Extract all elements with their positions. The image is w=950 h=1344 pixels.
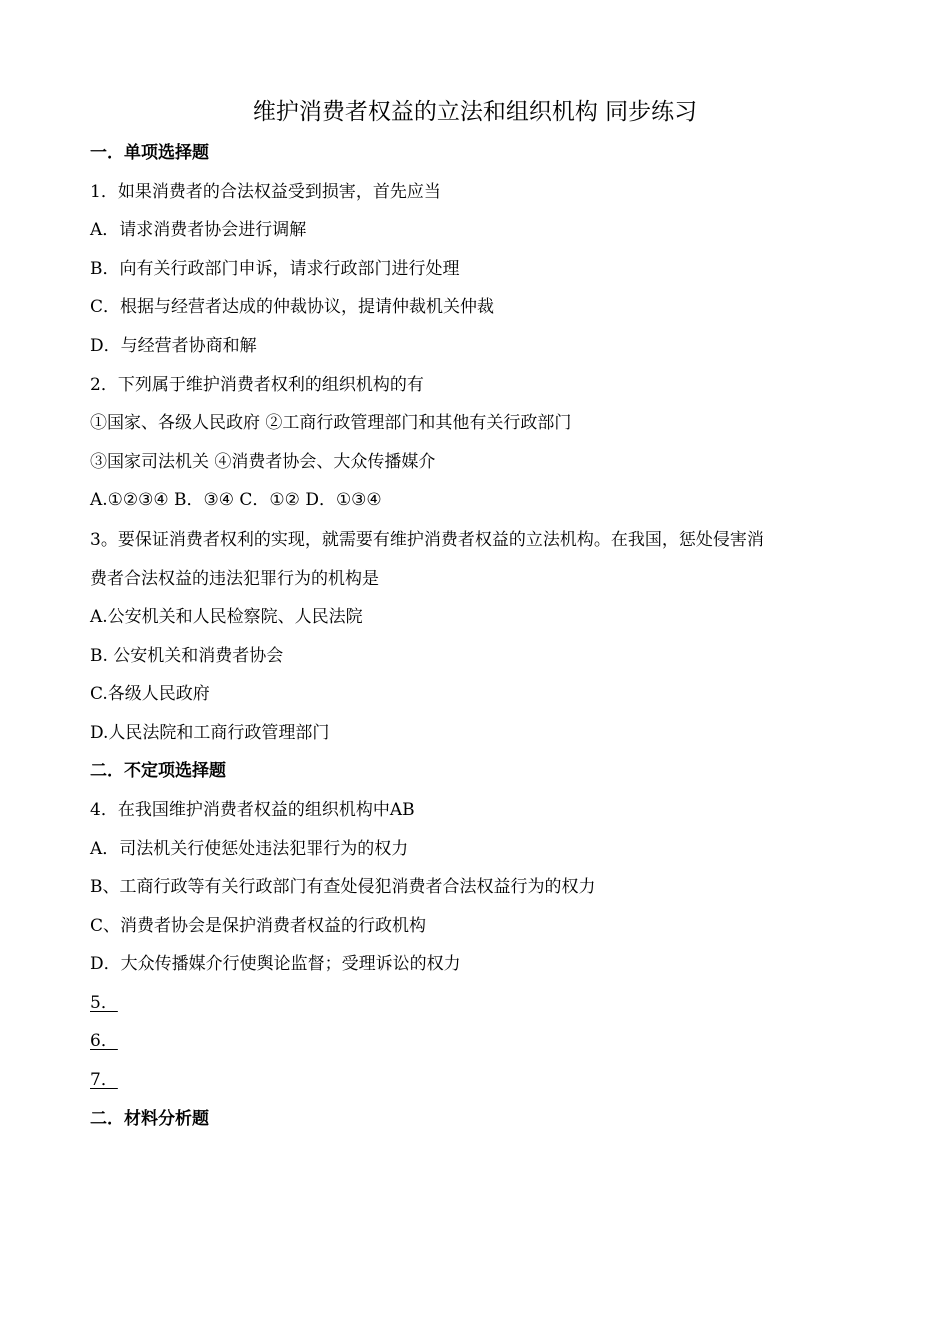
question-3-stem-line-2: 费者合法权益的违法犯罪行为的机构是 [90, 568, 379, 589]
section-heading-single-choice: 一．单项选择题 [90, 143, 209, 163]
question-1-option-d: D．与经营者协商和解 [90, 335, 257, 356]
document-content [90, 134, 870, 1138]
question-4-option-a: A．司法机关行使惩处违法犯罪行为的权力 [90, 838, 409, 859]
question-5-number: 5． [90, 992, 118, 1013]
question-1-option-c: C．根据与经营者达成的仲裁协议，提请仲裁机关仲裁 [90, 297, 495, 318]
question-6-blank [90, 1022, 870, 1061]
question-7-number: 7． [90, 1070, 118, 1091]
question-1-option-a: A．请求消费者协会进行调解 [90, 220, 307, 241]
question-3-option-d: D.人民法院和工商行政管理部门 [90, 722, 330, 743]
question-2-choices: A.①②③④ B．③④ C．①② D．①③④ [90, 490, 382, 511]
question-4-stem: 4．在我国维护消费者权益的组织机构中AB [90, 799, 415, 820]
question-4-option-c: C、消费者协会是保护消费者权益的行政机构 [90, 915, 427, 936]
question-2-stem: 2．下列属于维护消费者权利的组织机构的有 [90, 374, 424, 395]
section-heading-material-analysis: 二．材料分析题 [90, 1108, 209, 1129]
question-5-blank [90, 984, 870, 1023]
question-3-option-b: B. 公安机关和消费者协会 [90, 645, 284, 666]
question-7-blank [90, 1061, 870, 1100]
question-3-option-c: C.各级人民政府 [90, 684, 210, 705]
question-3-stem-line-1: 3。要保证消费者权利的实现，就需要有维护消费者权益的立法机构。在我国，惩处侵害消 [90, 529, 764, 550]
question-3-option-a: A.公安机关和人民检察院、人民法院 [90, 606, 363, 627]
question-2-items-1: ①国家、各级人民政府 ②工商行政管理部门和其他有关行政部门 [90, 413, 572, 434]
question-2-items-2: ③国家司法机关 ④消费者协会、大众传播媒介 [90, 451, 436, 472]
question-4-option-d: D．大众传播媒介行使舆论监督；受理诉讼的权力 [90, 954, 461, 975]
question-4-option-b: B、工商行政等有关行政部门有查处侵犯消费者合法权益行为的权力 [90, 877, 596, 898]
document-title: 维护消费者权益的立法和组织机构 同步练习 [252, 99, 698, 125]
question-6-number: 6． [90, 1031, 118, 1052]
question-1-stem: 1．如果消费者的合法权益受到损害，首先应当 [90, 181, 441, 202]
question-1-option-b: B．向有关行政部门申诉，请求行政部门进行处理 [90, 258, 460, 279]
section-heading-multiple-choice: 二．不定项选择题 [90, 761, 226, 782]
